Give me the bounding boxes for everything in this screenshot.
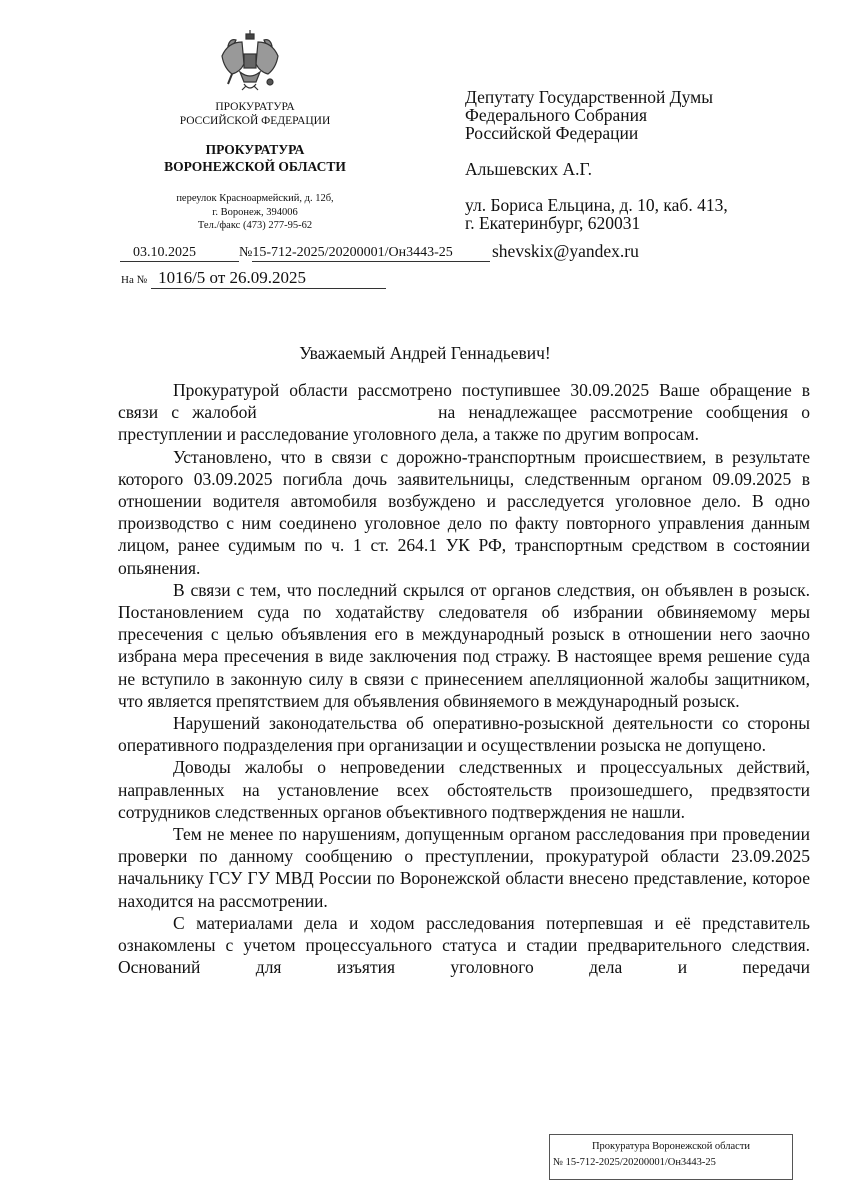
paragraph: Тем не менее по нарушениям, допущенным органом расследования при проведении проверки по данному сообщению о преступлении, прокуратурой области 23.09.2025 начальнику ГСУ ГУ МВД России по Воронежской области внесено представление, которое находится на рассмотрении.: [118, 824, 810, 911]
org-upper-line-1: ПРОКУРАТУРА: [215, 101, 295, 113]
registration-line: [120, 245, 490, 262]
org-main-line-1: ПРОКУРАТУРА: [205, 142, 305, 157]
reply-prefix: На №: [121, 274, 148, 286]
salutation: Уважаемый Андрей Геннадьевич!: [299, 343, 551, 363]
recipient-title-1: Депутату Государственной Думы: [465, 87, 713, 107]
recipient-email: shevskix@yandex.ru: [492, 241, 639, 261]
paragraph: Установлено, что в связи с дорожно-транспортным происшествием, в результате которого 03.09.2025 погибла дочь заявительницы, следственным органом 09.09.2025 в отношении водителя автомобиля возбуждено и расследуется уголовное дело. В одно производство с ним соединено уголовное дело по факту повторного управления данным лицом, ранее судимым по ч. 1 ст. 264.1 УК РФ, транспортным средством в состоянии опьянения.: [118, 446, 810, 578]
outgoing-number: 15-712-2025/20200001/Он3443-25: [252, 245, 490, 262]
registration-stamp: [549, 1134, 793, 1180]
paragraph: Прокуратурой области рассмотрено поступившее 30.09.2025 Ваше обращение в связи с жалобой на ненадлежащее рассмотрение сообщения о преступлении и расследование уголовного дела, а также по другим вопросам.: [118, 380, 811, 445]
recipient-block: [465, 88, 728, 232]
letterhead: [140, 100, 370, 233]
reply-reference-line: [121, 268, 386, 289]
org-address-city: г. Воронеж, 394006: [212, 206, 298, 218]
recipient-title-3: Российской Федерации: [465, 123, 639, 143]
recipient-address-city: г. Екатеринбург, 620031: [465, 213, 641, 233]
paragraph: С материалами дела и ходом расследования потерпевшая и её представитель ознакомлены с учетом процессуального статуса и стадии предварительного следствия. Оснований для изъятия уголовного дела и передачи: [118, 912, 810, 978]
recipient-address-street: ул. Бориса Ельцина, д. 10, каб. 413,: [465, 195, 728, 215]
number-sign: №: [239, 245, 253, 260]
coat-of-arms-icon: [218, 28, 282, 98]
stamp-title: Прокуратура Воронежской области: [591, 1141, 751, 1152]
org-main-line-2: ВОРОНЕЖСКОЙ ОБЛАСТИ: [164, 159, 346, 174]
reply-reference: 1016/5 от 26.09.2025: [151, 268, 386, 289]
paragraph: В связи с тем, что последний скрылся от органов следствия, он объявлен в розыск. Постановлением суда по ходатайству следователя об избрании обвиняемому меры пресечения с целью объявления его в международный розыск в отношении него заочно избрана мера пресечения в виде заключения под стражу. В настоящее время решение суда не вступило в законную силу в связи с принесением апелляционной жалобы защитником, что является препятствием для объявления обвиняемого в международный розыск.: [118, 579, 810, 711]
paragraph: Нарушений законодательства об оперативно-розыскной деятельности со стороны оперативного подразделения при организации и осуществлении розыска не допущено.: [118, 713, 810, 756]
outgoing-date: 03.10.2025: [120, 245, 239, 262]
recipient-title-2: Федерального Собрания: [465, 105, 648, 125]
recipient-name: Альшевских А.Г.: [465, 159, 593, 179]
paragraph: Доводы жалобы о непроведении следственных и процессуальных действий, направленных на установление всех обстоятельств произошедшего, предвзятости сотрудников следственных органов объективного подтверждения не нашли.: [118, 757, 810, 822]
org-upper-line-2: РОССИЙСКОЙ ФЕДЕРАЦИИ: [179, 115, 331, 127]
stamp-number-sign: №: [553, 1157, 564, 1168]
org-phone: Тел./факс (473) 277-95-62: [197, 220, 313, 231]
org-address-street: переулок Красноармейский, д. 12б,: [176, 193, 334, 204]
letter-body: [118, 379, 810, 978]
stamp-number: 15-712-2025/20200001/Он3443-25: [565, 1157, 716, 1168]
